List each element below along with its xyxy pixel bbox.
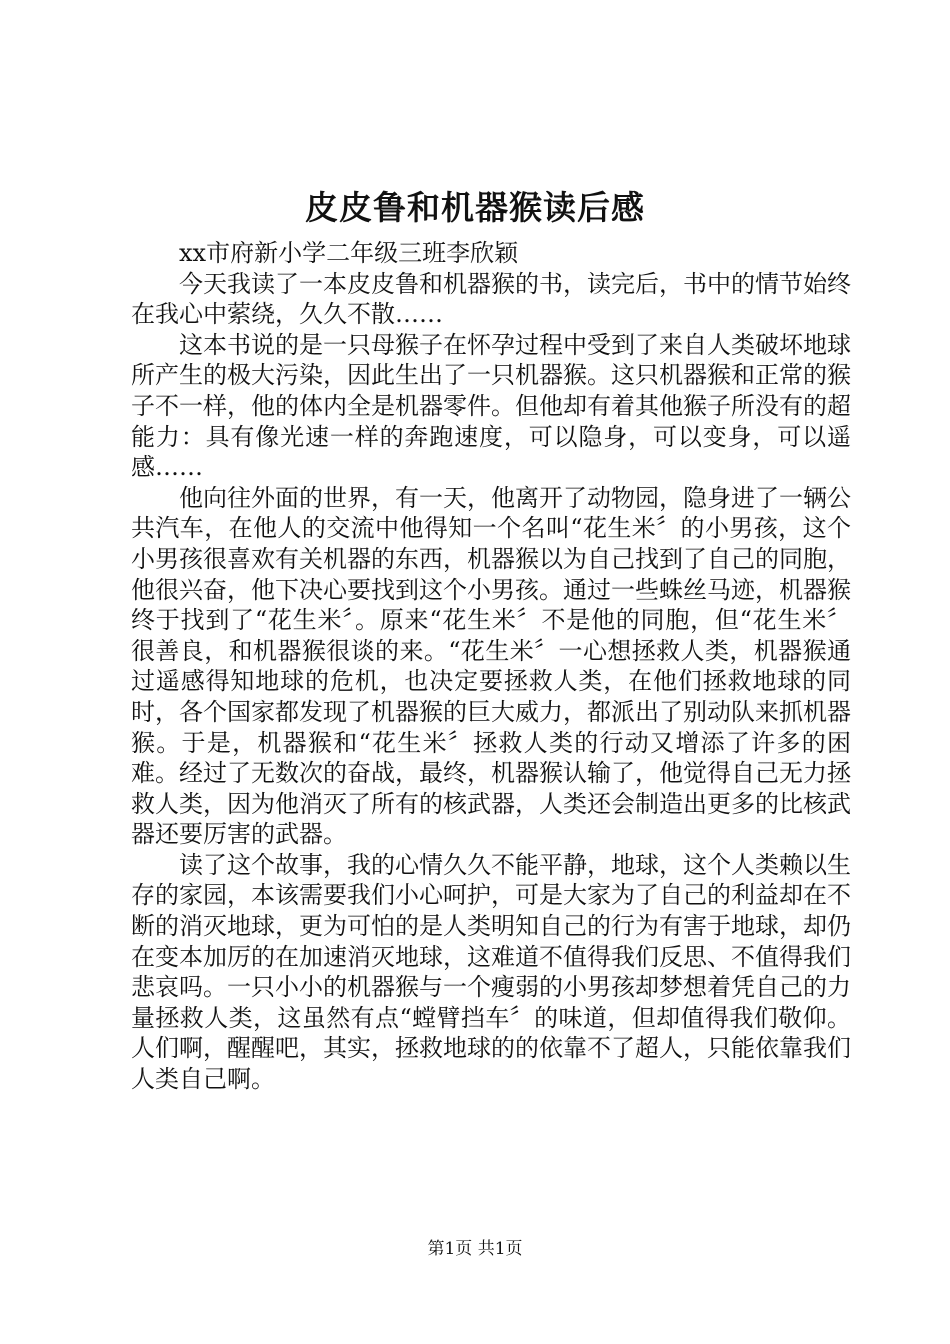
document-body [131,238,851,1095]
paragraph: 今天我读了一本皮皮鲁和机器猴的书，读完后，书中的情节始终在我心中萦绕，久久不散…… [131,269,851,329]
page-number-footer: 第1页 共1页 [427,1239,523,1259]
document-title: 皮皮鲁和机器猴读后感 [305,188,645,227]
paragraph: 他向往外面的世界，有一天，他离开了动物园，隐身进了一辆公共汽车，在他人的交流中他得知一个名叫“花生米〞的小男孩，这个小男孩很喜欢有关机器的东西，机器猴以为自己找到了自己的同胞，他很兴奋，他下决心要找到这个小男孩。通过一些蛛丝马迹，机器猴终于找到了“花生米〞。原来“花生米〞不是他的同胞，但“花生米〞很善良，和机器猴很谈的来。“花生米〞一心想拯救人类，机器猴通过遥感得知地球的危机，也决定要拯救人类，在他们拯救地球的同时，各个国家都发现了机器猴的巨大威力，都派出了别动队来抓机器猴。于是，机器猴和“花生米〞拯救人类的行动又增添了许多的困难。经过了无数次的奋战，最终，机器猴认输了，他觉得自己无力拯救人类，因为他消灭了所有的核武器，人类还会制造出更多的比核武器还要厉害的武器。 [131,483,851,849]
author-line: xx市府新小学二年级三班李欣颖 [179,239,519,267]
paragraph: 读了这个故事，我的心情久久不能平静，地球，这个人类赖以生存的家园，本该需要我们小心呵护，可是大家为了自己的利益却在不断的消灭地球，更为可怕的是人类明知自己的行为有害于地球，却仍在变本加厉的在加速消灭地球，这难道不值得我们反思、不值得我们悲哀吗。一只小小的机器猴与一个瘦弱的小男孩却梦想着凭自己的力量拯救人类，这虽然有点“螳臂挡车〞的味道，但却值得我们敬仰。人们啊，醒醒吧，其实，拯救地球的的依靠不了超人，只能依靠我们人类自己啊。 [131,850,851,1094]
paragraph: 这本书说的是一只母猴子在怀孕过程中受到了来自人类破坏地球所产生的极大污染，因此生出了一只机器猴。这只机器猴和正常的猴子不一样，他的体内全是机器零件。但他却有着其他猴子所没有的超能力：具有像光速一样的奔跑速度，可以隐身，可以变身，可以遥感…… [131,330,851,482]
